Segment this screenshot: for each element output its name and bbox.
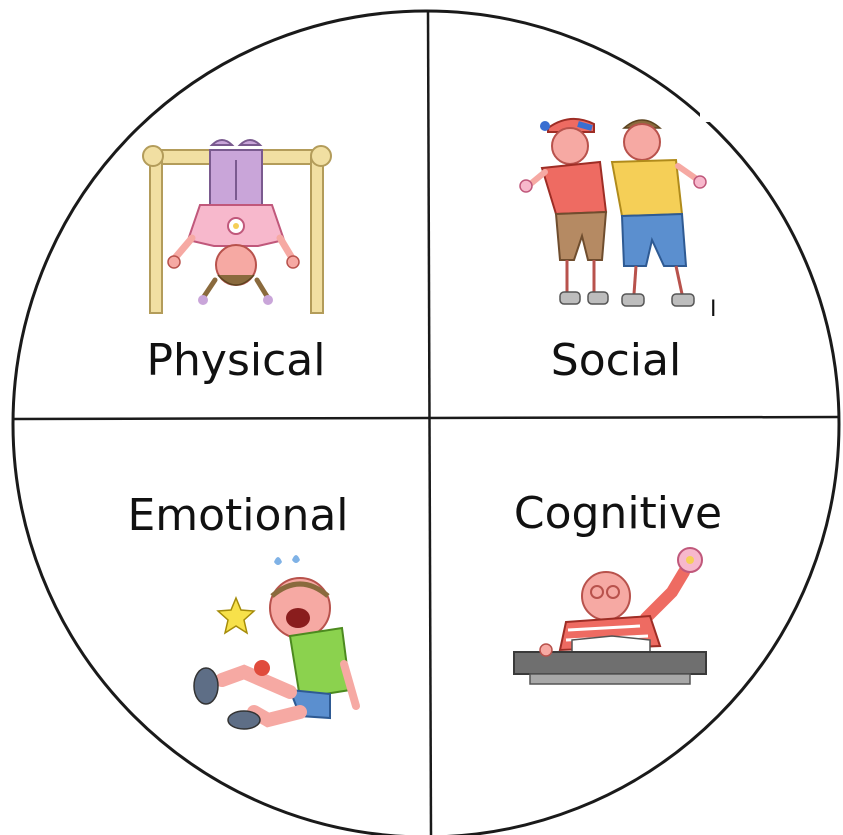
vertical-divider bbox=[428, 11, 431, 835]
crying-child-with-scraped-knee-icon bbox=[194, 555, 356, 729]
cognitive-quadrant bbox=[514, 488, 722, 684]
label-emotional: Emotional bbox=[127, 490, 349, 541]
child-reading-at-desk-with-raised-hand-icon bbox=[514, 548, 706, 684]
emotional-quadrant bbox=[127, 490, 356, 729]
two-friends-arm-in-arm-icon bbox=[520, 119, 706, 306]
label-social: Social bbox=[550, 335, 682, 386]
social-quadrant bbox=[520, 119, 717, 386]
child-hanging-upside-down-on-bar-icon bbox=[143, 140, 331, 313]
outer-circle bbox=[13, 11, 839, 835]
label-physical: Physical bbox=[146, 335, 326, 386]
label-cognitive: Cognitive bbox=[513, 488, 723, 539]
physical-quadrant bbox=[143, 140, 331, 386]
horizontal-divider bbox=[13, 417, 840, 419]
stray-mark: I bbox=[710, 297, 717, 322]
